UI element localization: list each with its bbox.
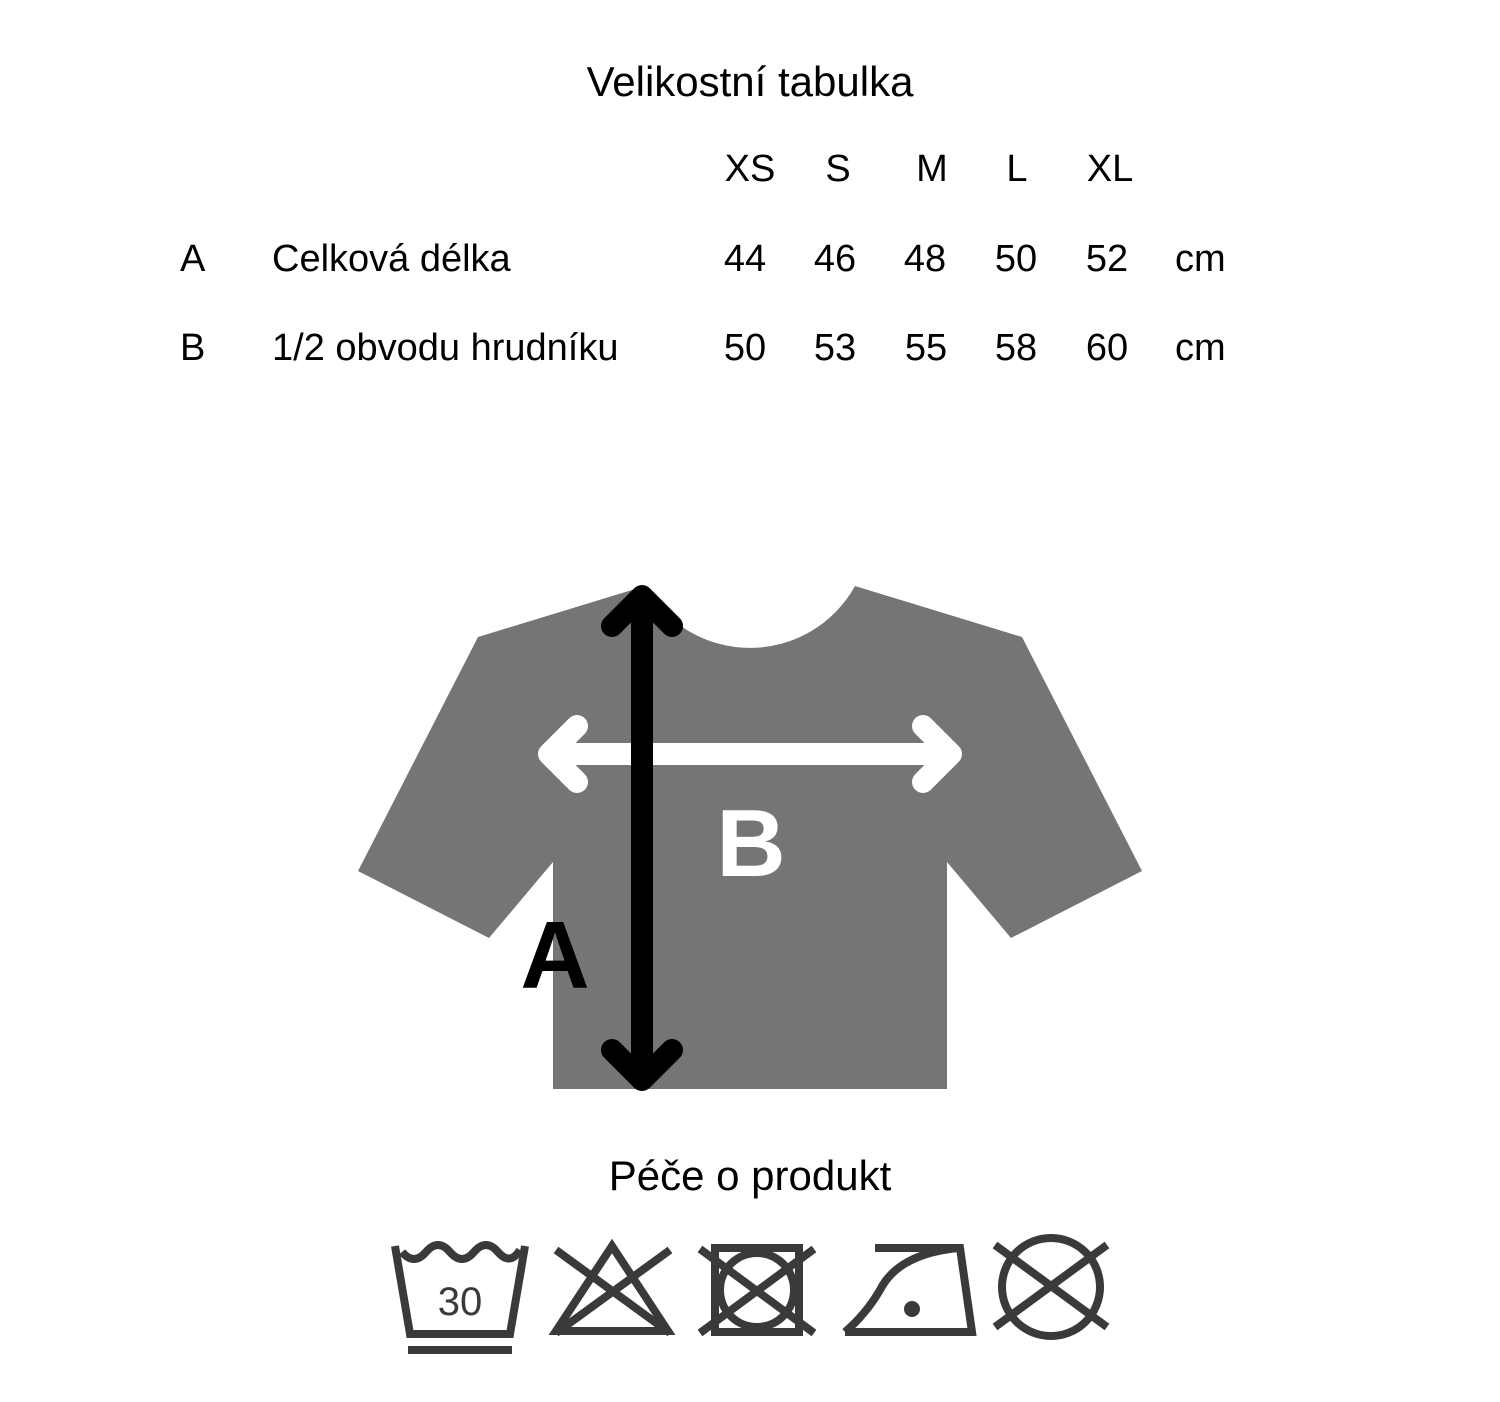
row-label: Celková délka: [272, 238, 511, 280]
do-not-bleach-icon: [556, 1246, 670, 1333]
row-unit: cm: [1175, 327, 1226, 369]
row-value-s: 46: [813, 238, 857, 280]
wash-30-gentle-icon: [395, 1245, 525, 1350]
row-value-xs: 44: [723, 238, 767, 280]
do-not-tumble-dry-icon: [700, 1248, 814, 1333]
do-not-dry-clean-icon: [995, 1238, 1107, 1336]
wash-temperature: 30: [437, 1280, 483, 1324]
row-label: 1/2 obvodu hrudníku: [272, 327, 619, 369]
size-table-title: Velikostní tabulka: [586, 58, 914, 105]
row-value-l: 50: [994, 238, 1038, 280]
row-code: A: [180, 238, 206, 280]
size-header-m: M: [916, 148, 948, 190]
size-header-xs: XS: [724, 148, 776, 190]
row-unit: cm: [1175, 238, 1226, 280]
row-value-m: 55: [904, 327, 948, 369]
care-icons: [395, 1238, 1107, 1350]
row-value-s: 53: [813, 327, 857, 369]
row-value-l: 58: [994, 327, 1038, 369]
size-header-l: L: [1006, 148, 1028, 190]
row-code: B: [180, 327, 206, 369]
care-title: Péče o produkt: [608, 1152, 892, 1199]
length-label: A: [520, 902, 590, 1009]
row-value-xl: 60: [1085, 327, 1129, 369]
row-value-xl: 52: [1085, 238, 1129, 280]
iron-low-heat-icon: [845, 1248, 972, 1332]
row-value-xs: 50: [723, 327, 767, 369]
row-value-m: 48: [903, 238, 947, 280]
size-header-xl: XL: [1086, 148, 1134, 190]
chest-width-label: B: [716, 790, 786, 897]
size-header-s: S: [825, 148, 851, 190]
